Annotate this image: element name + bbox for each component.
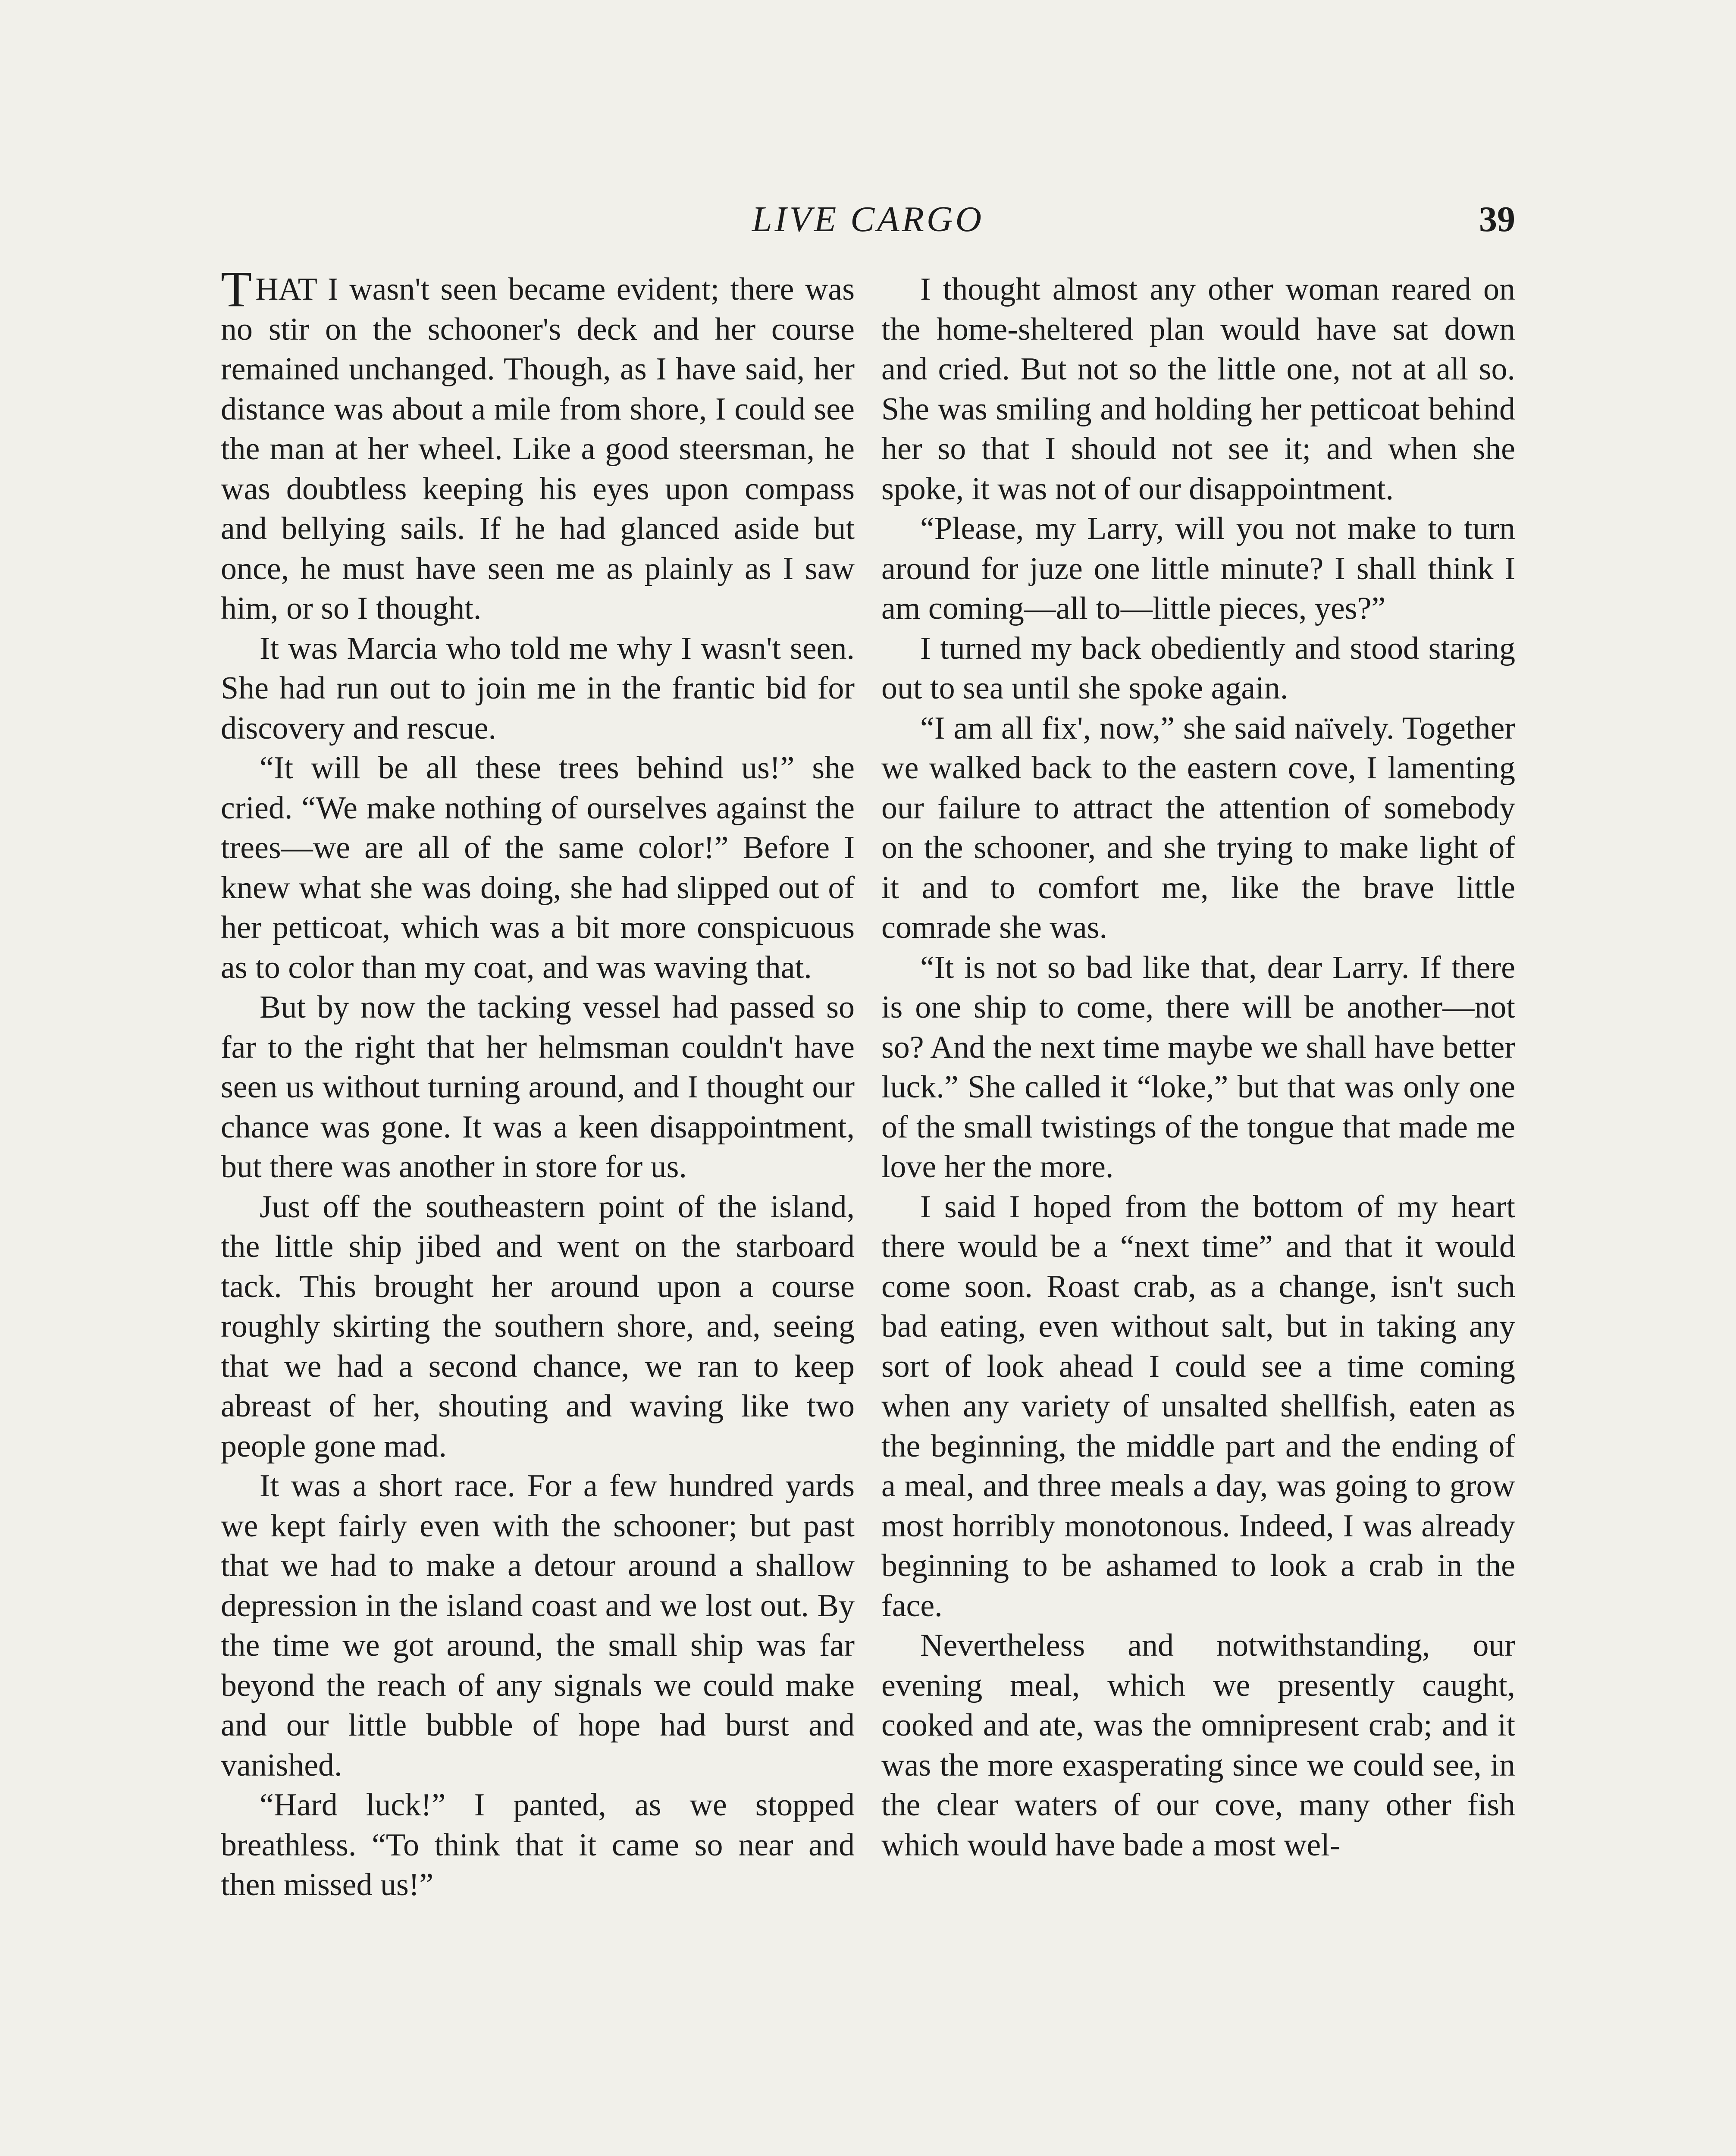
paragraph bbox=[221, 261, 855, 629]
paragraph-text: HAT I wasn't seen became evident; there was no stir on the schooner's deck and her course remained unchanged. Though, as I have said, her distance was about a mile from shore, I could see the man at her wheel. Like a good steersman, he was doubtless keeping his eyes upon compass and bellying sails. If he had glanced aside but once, he must have seen me as plainly as I saw him, or so I thought. bbox=[221, 272, 855, 626]
paragraph: “It is not so bad like that, dear Larry. If there is one ship to come, there will be another—not so? And the next time maybe we shall have better luck.” She called it “loke,” but that was only one of the small twistings of the tongue that made me love her the more. bbox=[881, 950, 1515, 1185]
paragraph: Just off the southeastern point of the island, the little ship jibed and went on the starboard tack. This brought her around upon a course roughly skirting the southern shore, and, seeing that we had a second chance, we ran to keep abreast of her, shouting and waving like two people gone mad. bbox=[221, 1189, 855, 1464]
paragraph: Nevertheless and notwithstanding, our evening meal, which we presently caught, cooked and ate, was the omnipresent crab; and it was the more exasperating since we could see, in the clear waters of our cove, many other fish which would have bade a most wel- bbox=[881, 1628, 1515, 1863]
paragraph: “I am all fix', now,” she said naïvely. Together we walked back to the eastern cove, I lamenting our failure to attract the attention of somebody on the schooner, and she trying to make light of it and to comfort me, like the brave little comrade she was. bbox=[881, 710, 1515, 945]
paragraph: “Please, my Larry, will you not make to turn around for juze one little minute? I shall think I am coming—all to—little pieces, yes?” bbox=[881, 511, 1515, 626]
right-column bbox=[881, 270, 1515, 2156]
drop-cap: T bbox=[221, 261, 252, 317]
paragraph: It was a short race. For a few hundred yards we kept fairly even with the schooner; but past that we had to make a detour around a shallow depression in the island coast and we lost out. By the time we got around, the small ship was far beyond the reach of any signals we could make and our little bubble of hope had burst and vanished. bbox=[221, 1468, 855, 1783]
text-columns bbox=[221, 261, 1515, 2156]
page-header bbox=[221, 190, 1515, 250]
paragraph: “It will be all these trees behind us!” she cried. “We make nothing of ourselves against the trees—we are all of the same color!” Before I knew what she was doing, she had slipped out of her petticoat, which was a bit more conspicuous as to color than my coat, and was waving that. bbox=[221, 750, 855, 985]
paragraph: I said I hoped from the bottom of my heart there would be a “next time” and that it would come soon. Roast crab, as a change, isn't such bad eating, even without salt, but in taking any sort of look ahead I could see a time coming when any variety of unsalted shellfish, eaten as the beginning, the middle part and the ending of a meal, and three meals a day, was going to grow most horribly monotonous. Indeed, I was already beginning to be ashamed to look a crab in the face. bbox=[881, 1189, 1515, 1623]
paragraph: I turned my back obediently and stood staring out to sea until she spoke again. bbox=[881, 630, 1515, 706]
left-column bbox=[221, 261, 855, 2156]
page-number: 39 bbox=[1479, 199, 1515, 239]
paragraph: “Hard luck!” I panted, as we stopped breathless. “To think that it came so near and then missed us!” bbox=[221, 1787, 855, 1902]
paragraph: I thought almost any other woman reared on the home-sheltered plan would have sat down and cried. But not so the little one, not at all so. She was smiling and holding her petticoat behind her so that I should not see it; and when she spoke, it was not of our disappointment. bbox=[881, 272, 1515, 507]
paragraph: It was Marcia who told me why I wasn't seen. She had run out to join me in the frantic bid for discovery and rescue. bbox=[221, 630, 855, 746]
paragraph: But by now the tacking vessel had passed so far to the right that her helmsman couldn't have seen us without turning around, and I thought our chance was gone. It was a keen disappointment, but there was another in store for us. bbox=[221, 990, 855, 1185]
running-title: LIVE CARGO bbox=[752, 199, 984, 239]
